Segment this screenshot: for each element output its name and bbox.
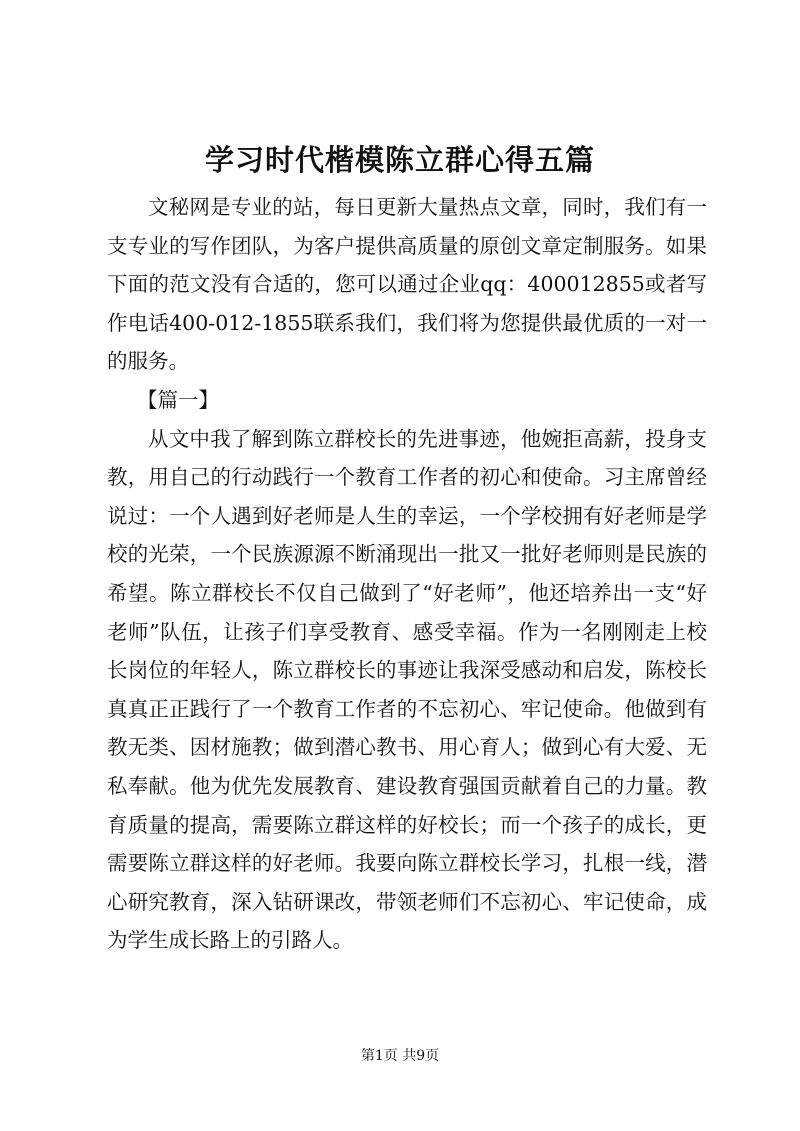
section-paragraph: 从文中我了解到陈立群校长的先进事迹，他婉拒高薪，投身支教，用自己的行动践行一个教育工作者的初心和使命。习主席曾经说过：一个人遇到好老师是人生的幸运，一个学校拥有好老师是学校的光荣，一个民族源源不断涌现出一批又一批好老师则是民族的希望。陈立群校长不仅自己做到了“好老师”，他还培养出一支“好老师”队伍，让孩子们享受教育、感受幸福。作为一名刚刚走上校长岗位的年轻人，陈立群校长的事迹让我深受感动和启发，陈校长真真正正践行了一个教育工作者的不忘初心、牢记使命。他做到有教无类、因材施教；做到潜心教书、用心育人；做到心有大爱、无私奉献。他为优先发展教育、建设教育强国贡献着自己的力量。教育质量的提高，需要陈立群这样的好校长；而一个孩子的成长，更需要陈立群这样的好老师。我要向陈立群校长学习，扎根一线，潜心研究教育，深入钻研课改，带领老师们不忘初心、牢记使命，成为学生成长路上的引路人。 (107, 426, 707, 953)
page-footer: 第1页 共9页 (360, 1048, 440, 1064)
document-body (107, 188, 707, 960)
document-title: 学习时代楷模陈立群心得五篇 (204, 143, 595, 177)
intro-paragraph: 文秘网是专业的站，每日更新大量热点文章，同时，我们有一支专业的写作团队，为客户提供高质量的原创文章定制服务。如果下面的范文没有合适的，您可以通过企业qq：400012855或者写作电话400-012-1855联系我们，我们将为您提供最优质的一对一的服务。 (107, 195, 707, 374)
section-heading: 【篇一】 (137, 387, 219, 412)
